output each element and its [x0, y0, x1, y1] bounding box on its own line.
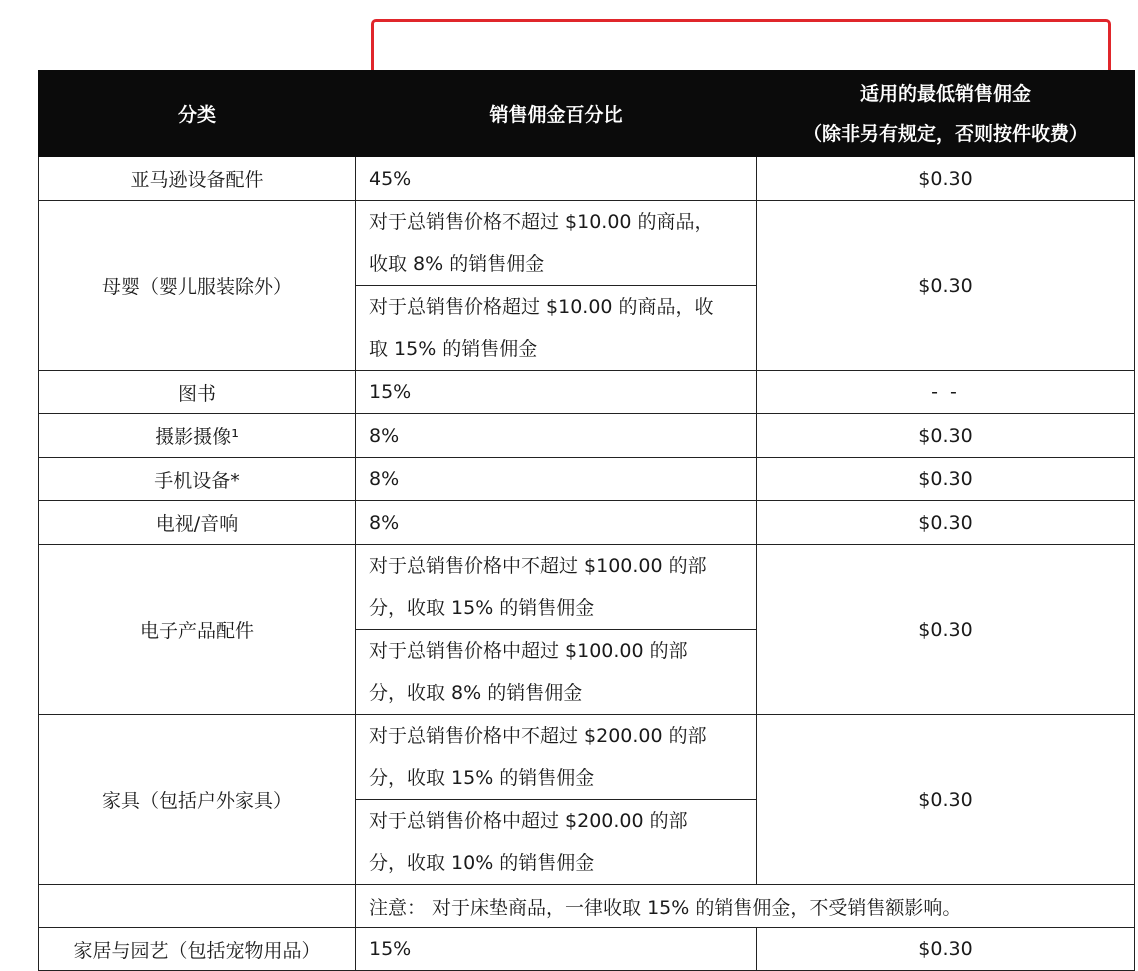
rate-cell: 对于总销售价格中不超过 $100.00 的部 分，收取 15% 的销售佣金 [356, 545, 757, 630]
rate-cell: 对于总销售价格不超过 $10.00 的商品， 收取 8% 的销售佣金 [356, 201, 757, 286]
min-fee-cell: $0.30 [757, 157, 1135, 201]
header-category: 分类 [39, 71, 356, 157]
category-cell: 图书 [39, 371, 356, 414]
rate-cell: 8% [356, 414, 757, 458]
category-cell: 亚马逊设备配件 [39, 157, 356, 201]
category-cell: 家具（包括户外家具） [39, 715, 356, 885]
table-row [39, 501, 1135, 545]
rate-cell: 对于总销售价格中超过 $200.00 的部 分，收取 10% 的销售佣金 [356, 800, 757, 885]
category-cell-empty [39, 885, 356, 928]
note-cell: 注意： 对于床垫商品，一律收取 15% 的销售佣金，不受销售额影响。 [356, 885, 1135, 928]
category-cell: 摄影摄像¹ [39, 414, 356, 458]
table-row [39, 201, 1135, 286]
header-commission-percent: 销售佣金百分比 [356, 71, 757, 157]
category-cell: 手机设备* [39, 458, 356, 501]
rate-cell: 8% [356, 501, 757, 545]
rate-cell: 15% [356, 928, 757, 971]
rate-cell: 对于总销售价格超过 $10.00 的商品，收 取 15% 的销售佣金 [356, 286, 757, 371]
min-fee-cell: $0.30 [757, 201, 1135, 371]
category-cell: 电视/音响 [39, 501, 356, 545]
min-fee-cell: $0.30 [757, 715, 1135, 885]
min-fee-cell: $0.30 [757, 545, 1135, 715]
table-row [39, 371, 1135, 414]
table-row [39, 885, 1135, 928]
table-row [39, 414, 1135, 458]
rate-cell: 15% [356, 371, 757, 414]
rate-cell: 45% [356, 157, 757, 201]
table-header-row [39, 71, 1135, 157]
header-min-commission: 适用的最低销售佣金 （除非另有规定，否则按件收费） [757, 71, 1135, 157]
table-row [39, 715, 1135, 800]
table-row [39, 928, 1135, 971]
rate-cell: 对于总销售价格中不超过 $200.00 的部 分，收取 15% 的销售佣金 [356, 715, 757, 800]
commission-table-container [38, 70, 1134, 971]
category-cell: 母婴（婴儿服装除外） [39, 201, 356, 371]
rate-cell: 8% [356, 458, 757, 501]
min-fee-cell: $0.30 [757, 928, 1135, 971]
table-row [39, 458, 1135, 501]
min-fee-cell: $0.30 [757, 501, 1135, 545]
min-fee-cell: $0.30 [757, 414, 1135, 458]
table-row [39, 157, 1135, 201]
min-fee-cell: $0.30 [757, 458, 1135, 501]
rate-cell: 对于总销售价格中超过 $100.00 的部 分，收取 8% 的销售佣金 [356, 630, 757, 715]
commission-table [38, 70, 1135, 971]
min-fee-cell: - - [757, 371, 1135, 414]
category-cell: 家居与园艺（包括宠物用品） [39, 928, 356, 971]
category-cell: 电子产品配件 [39, 545, 356, 715]
table-row [39, 545, 1135, 630]
